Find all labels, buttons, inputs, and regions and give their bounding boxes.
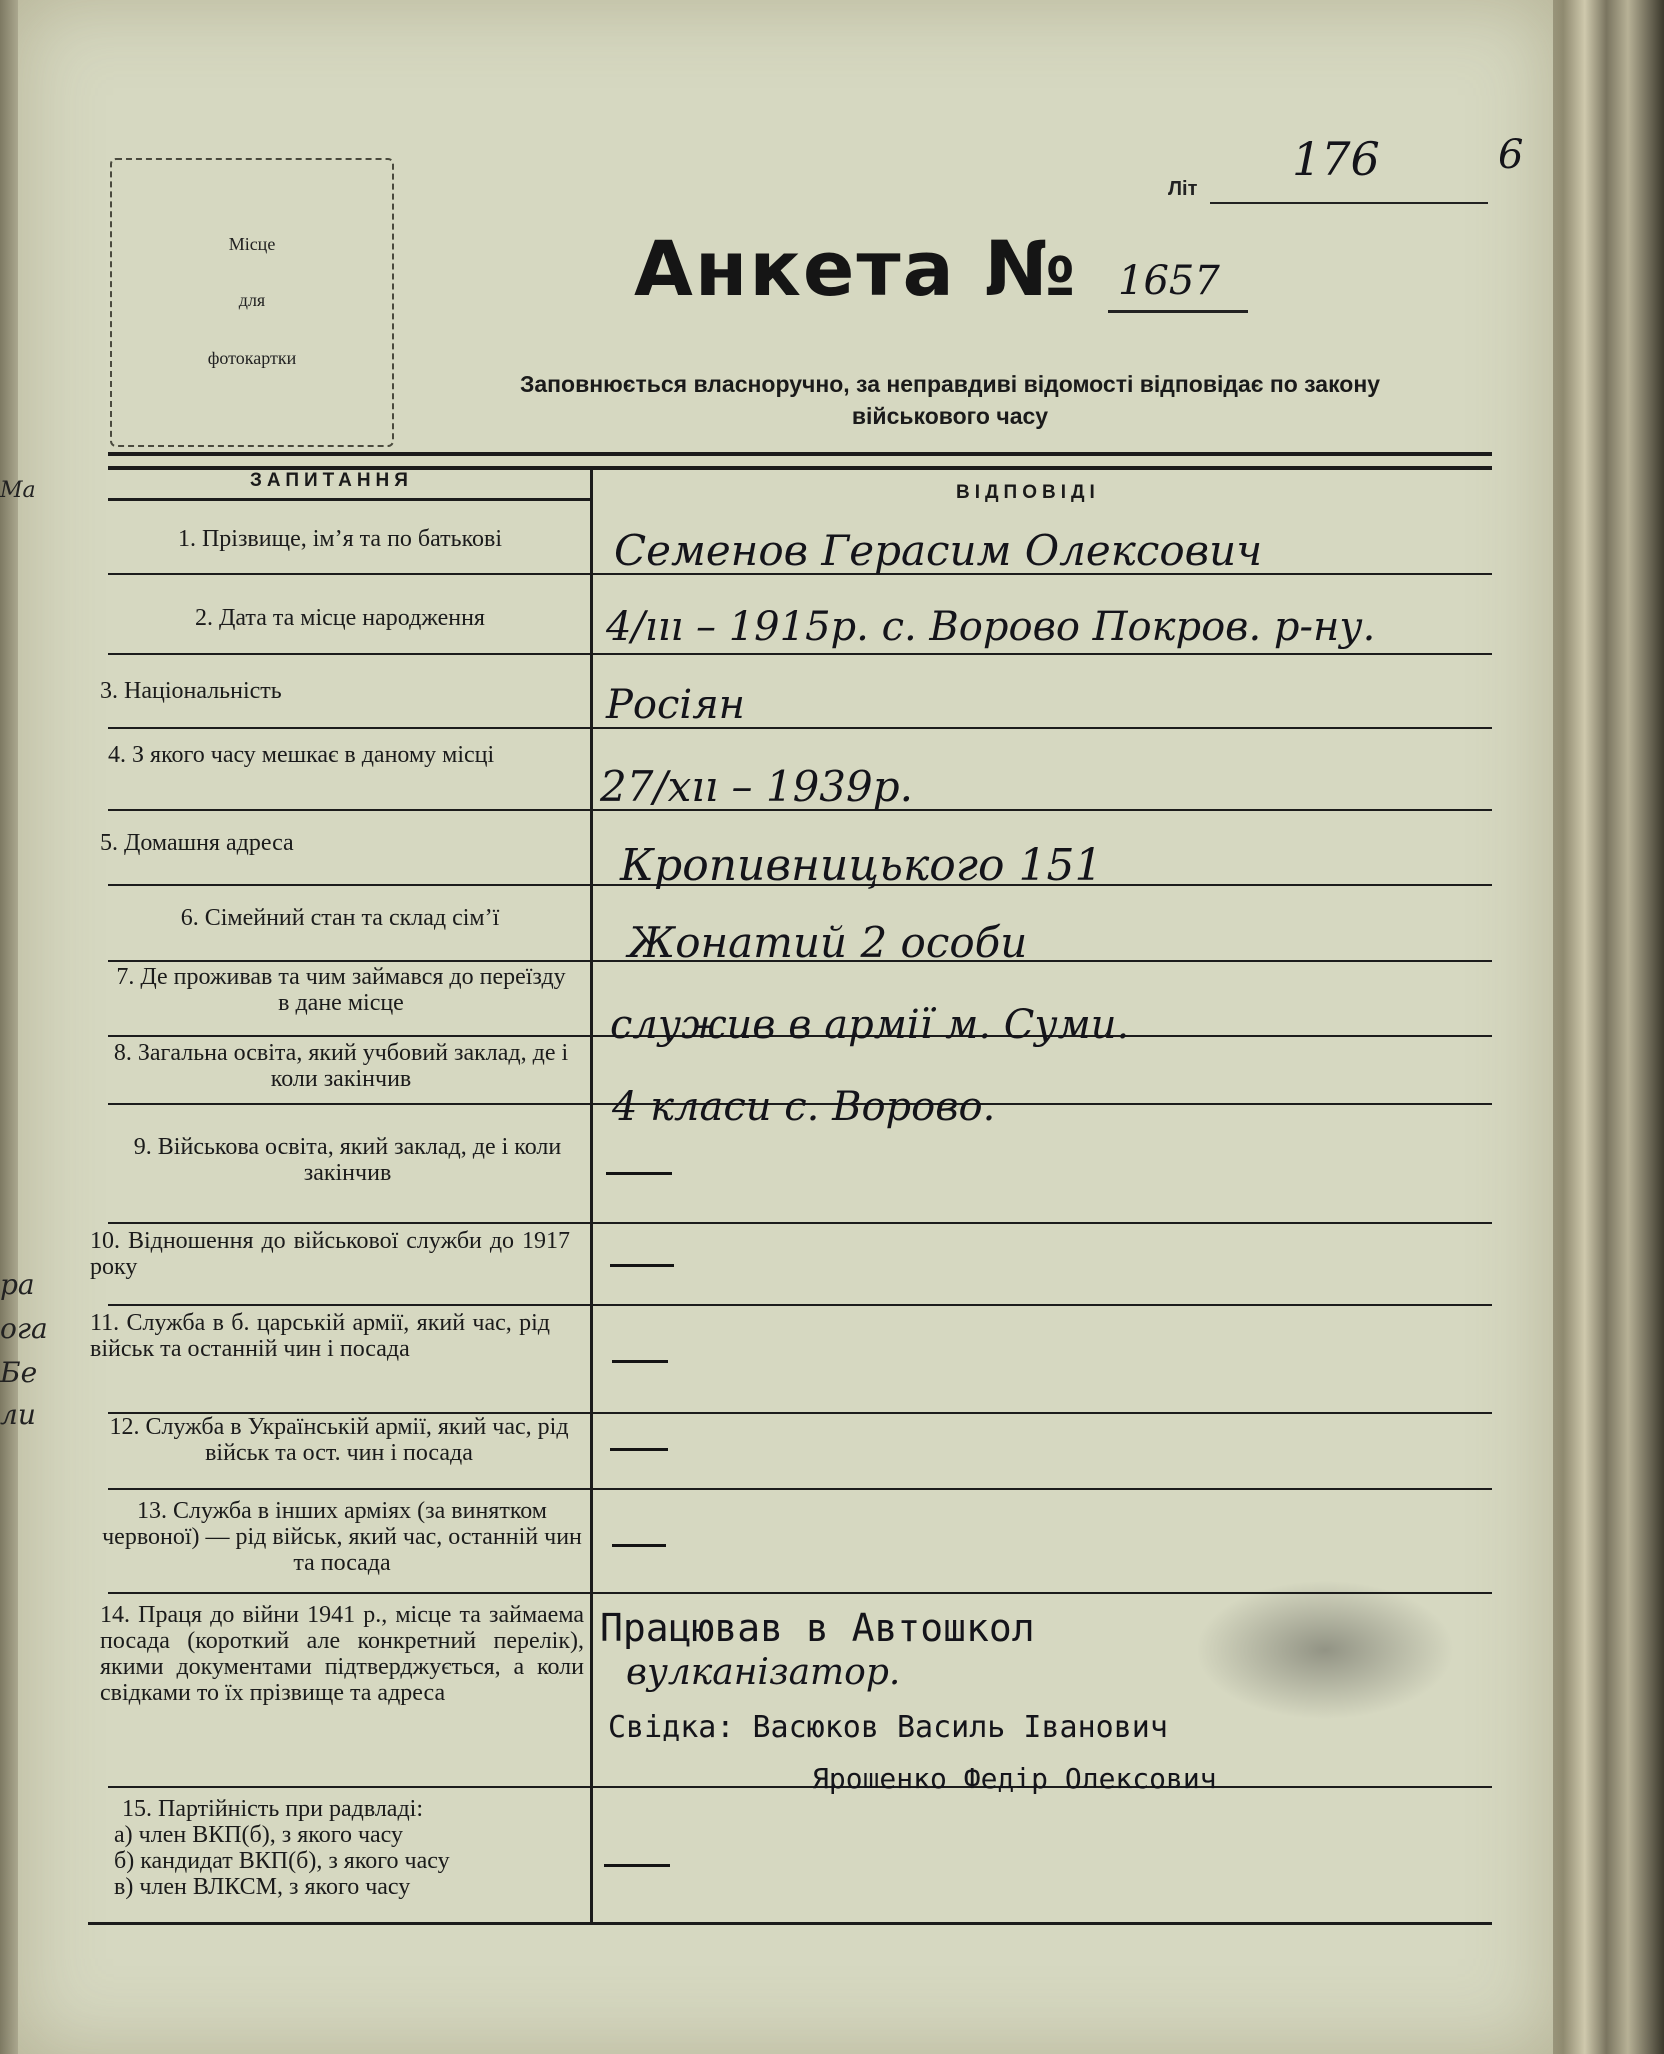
margin-note: ли <box>0 1398 36 1431</box>
question-5: 5. Домашня адреса <box>100 830 294 856</box>
row-rule <box>108 1488 1492 1490</box>
answers-column-header: ВІДПОВІДІ <box>956 482 1100 503</box>
row-rule <box>108 1222 1492 1224</box>
question-6: 6. Сімейний стан та склад сім’ї <box>180 905 500 931</box>
answer-14-line-2: вулканізатор. <box>626 1652 901 1693</box>
form-title: Анкета № <box>634 224 1078 313</box>
row-rule <box>108 727 1492 729</box>
lit-label: Літ <box>1168 178 1198 200</box>
answer-6: Жонатий 2 особи <box>628 918 1028 967</box>
question-11: 11. Служба в б. царській армії, який час, рід військ та останній чин і посада <box>90 1310 550 1362</box>
lit-underline <box>1210 202 1488 204</box>
question-13: 13. Служба в інших арміях (за винятком червоної) — рід військ, який час, останній чин та посада <box>102 1498 582 1576</box>
empty-answer-dash <box>610 1264 674 1267</box>
photo-label-line: для <box>238 290 266 310</box>
questions-column-header: ЗАПИТАННЯ <box>250 470 413 491</box>
corner-mark: 6 <box>1498 132 1524 178</box>
table-bottom-rule <box>88 1922 1492 1925</box>
question-9: 9. Військова освіта, який заклад, де і коли закінчив <box>133 1134 562 1186</box>
question-15-c: в) член ВЛКСМ, з якого часу <box>114 1874 411 1900</box>
header-rule <box>108 498 592 501</box>
empty-answer-dash <box>604 1864 670 1867</box>
answer-14-line-1: Працював в Автошкол <box>600 1606 1035 1650</box>
table-top-rule <box>108 452 1492 456</box>
answer-3: Росіян <box>606 682 746 728</box>
answer-5: Кропивницького 151 <box>620 840 1103 891</box>
form-number: 1657 <box>1118 258 1220 304</box>
margin-note: Ма <box>0 478 36 503</box>
empty-answer-dash <box>610 1448 668 1451</box>
question-7: 7. Де проживав та чим займався до переїзду в дане місце <box>116 964 566 1016</box>
answer-1: Семенов Герасим Олексович <box>614 526 1263 575</box>
question-15-b: б) кандидат ВКП(б), з якого часу <box>114 1848 450 1874</box>
empty-answer-dash <box>606 1172 672 1175</box>
column-divider <box>590 466 593 1924</box>
question-15-title: 15. Партійність при радвладі: <box>122 1796 424 1822</box>
answer-14-line-4: Ярошенко Федір Олексович <box>812 1762 1217 1795</box>
lit-value: 176 <box>1292 132 1380 186</box>
margin-note: ра <box>0 1268 35 1301</box>
question-2: 2. Дата та місце народження <box>195 605 485 631</box>
question-15 <box>92 1796 572 1900</box>
form-number-underline <box>1108 310 1248 313</box>
row-rule <box>108 1304 1492 1306</box>
answer-4: 27/xıı – 1939р. <box>600 762 913 811</box>
empty-answer-dash <box>612 1544 666 1547</box>
question-10: 10. Відношення до військової служби до 1917 року <box>90 1228 570 1280</box>
photo-label-line: Місце <box>228 234 276 254</box>
photo-label-line: фотокартки <box>207 348 297 368</box>
row-rule <box>108 653 1492 655</box>
ink-smudge <box>1195 1580 1455 1720</box>
question-1: 1. Прізвище, ім’я та по батькові <box>177 526 503 552</box>
question-12: 12. Служба в Українській армії, який час, рід військ та ост. чин і посада <box>109 1414 569 1466</box>
question-15-a: а) член ВКП(б), з якого часу <box>114 1822 403 1848</box>
question-14: 14. Праця до війни 1941 р., місце та займаема посада (короткий але конкретний перелік), якими документами підтверджується, а коли свідками то їх прізвище та адреса <box>100 1602 584 1706</box>
form-instructions <box>410 368 1490 432</box>
answer-14-line-3: Свідка: Васюков Василь Іванович <box>608 1710 1168 1745</box>
question-8: 8. Загальна освіта, який учбовий заклад, де і коли закінчив <box>113 1040 569 1092</box>
answer-7: служив в армії м. Суми. <box>610 1002 1130 1048</box>
instructions-line: Заповнюється власноручно, за неправдиві відомості відповідає по закону <box>519 371 1381 397</box>
question-3: 3. Національність <box>100 678 282 704</box>
answer-8: 4 класи с. Ворово. <box>612 1084 996 1130</box>
empty-answer-dash <box>612 1360 668 1363</box>
answer-2: 4/ııı – 1915р. с. Ворово Покров. р-ну. <box>606 604 1376 650</box>
photo-placeholder <box>110 158 394 447</box>
instructions-line: військового часу <box>851 403 1049 429</box>
margin-note: Бе <box>0 1356 38 1389</box>
question-4: 4. З якого часу мешкає в даному місці <box>108 742 495 768</box>
margin-note: ога <box>0 1312 48 1345</box>
row-rule <box>108 1786 1492 1788</box>
